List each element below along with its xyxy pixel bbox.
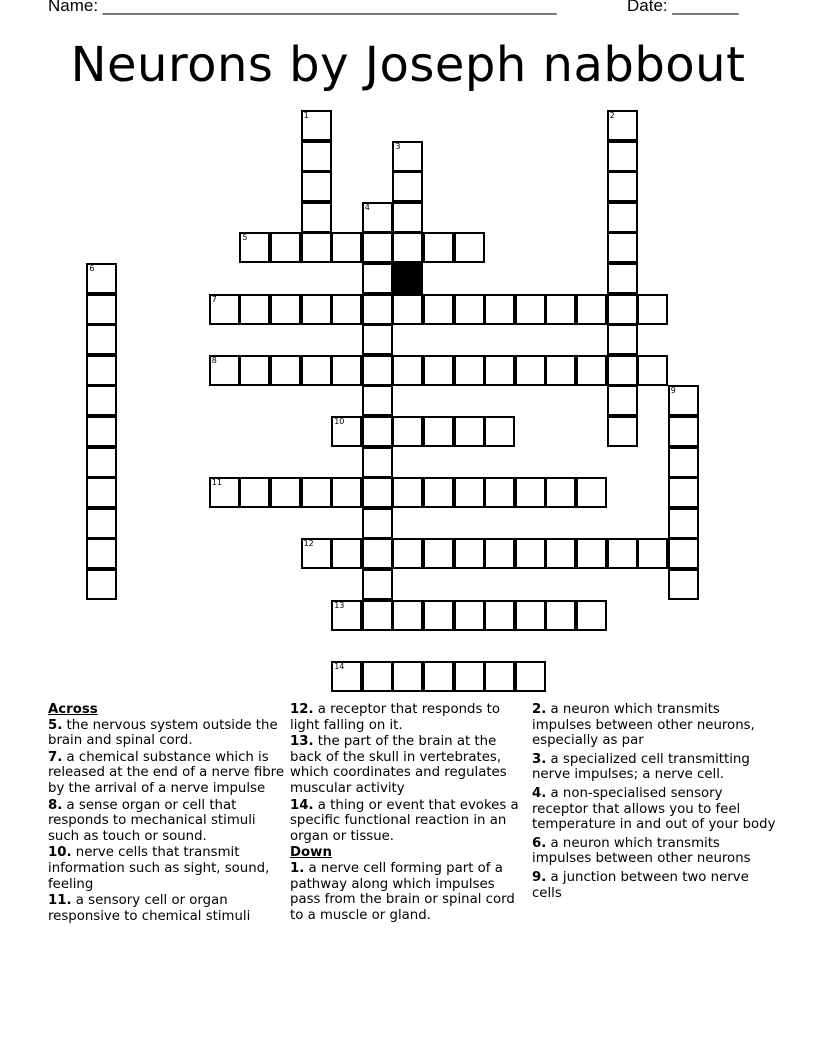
grid-cell[interactable] <box>331 232 362 263</box>
grid-cell[interactable] <box>423 538 454 569</box>
grid-cell[interactable] <box>607 110 638 141</box>
grid-cell[interactable] <box>545 355 576 386</box>
grid-cell[interactable] <box>362 202 393 233</box>
grid-cell[interactable] <box>301 141 332 172</box>
grid-cell[interactable] <box>545 477 576 508</box>
grid-cell[interactable] <box>607 385 638 416</box>
grid-cell[interactable] <box>545 538 576 569</box>
clue-down-6: 6. a neuron which transmits impulses between other neurons <box>532 835 751 867</box>
grid-cell[interactable] <box>484 416 515 447</box>
grid-cell[interactable] <box>301 110 332 141</box>
grid-cell[interactable] <box>668 385 699 416</box>
grid-cell[interactable] <box>423 661 454 692</box>
clue-number: 13 <box>334 600 345 610</box>
grid-cell[interactable] <box>331 416 362 447</box>
grid-cell[interactable] <box>86 385 117 416</box>
clues-section <box>48 702 778 962</box>
grid-cell[interactable] <box>239 232 270 263</box>
clue-number: 7 <box>211 294 217 304</box>
grid-cell[interactable] <box>362 508 393 539</box>
grid-cell[interactable] <box>576 538 607 569</box>
grid-cell[interactable] <box>607 294 638 325</box>
grid-cell[interactable] <box>484 600 515 631</box>
grid-cell[interactable] <box>362 447 393 478</box>
grid-cell[interactable] <box>484 294 515 325</box>
grid-cell[interactable] <box>362 263 393 294</box>
grid-cell[interactable] <box>392 538 423 569</box>
grid-cell[interactable] <box>607 355 638 386</box>
grid-cell[interactable] <box>362 569 393 600</box>
grid-cell[interactable] <box>392 600 423 631</box>
clue-number: 5 <box>242 233 248 243</box>
grid-cell[interactable] <box>270 355 301 386</box>
grid-cell[interactable] <box>331 538 362 569</box>
clue-across-10: 10. nerve cells that transmit information such as sight, sound, feeling <box>48 845 270 892</box>
grid-cell[interactable] <box>239 477 270 508</box>
grid-cell[interactable] <box>668 416 699 447</box>
grid-cell[interactable] <box>270 477 301 508</box>
clue-number: 9 <box>670 386 676 396</box>
grid-cell[interactable] <box>86 477 117 508</box>
grid-cell[interactable] <box>301 477 332 508</box>
grid-cell[interactable] <box>607 141 638 172</box>
grid-cell[interactable] <box>392 294 423 325</box>
grid-cell[interactable] <box>607 202 638 233</box>
grid-cell[interactable] <box>576 600 607 631</box>
date-line: Date: _______ <box>627 0 739 15</box>
grid-cell[interactable] <box>576 477 607 508</box>
grid-cell[interactable] <box>362 477 393 508</box>
clues-column-1 <box>48 702 286 925</box>
grid-cell[interactable] <box>545 600 576 631</box>
grid-cell[interactable] <box>209 355 240 386</box>
grid-cell[interactable] <box>362 355 393 386</box>
grid-cell[interactable] <box>362 538 393 569</box>
grid-cell[interactable] <box>86 538 117 569</box>
grid-cell[interactable] <box>668 477 699 508</box>
grid-cell[interactable] <box>484 661 515 692</box>
grid-cell[interactable] <box>607 263 638 294</box>
clue-down-9: 9. a junction between two nerve cells <box>532 869 749 901</box>
grid-cell[interactable] <box>301 171 332 202</box>
grid-cell[interactable] <box>362 385 393 416</box>
grid-cell[interactable] <box>668 569 699 600</box>
clues-column-3 <box>532 702 778 904</box>
grid-cell[interactable] <box>86 263 117 294</box>
clue-number: 11 <box>211 478 222 488</box>
grid-cell[interactable] <box>392 661 423 692</box>
clue-number: 4 <box>364 202 370 212</box>
clue-across-5: 5. the nervous system outside the brain and spinal cord. <box>48 717 278 749</box>
grid-cell[interactable] <box>239 355 270 386</box>
page-title: Neurons by Joseph nabbout <box>70 37 746 93</box>
clues-column-2 <box>290 702 528 924</box>
grid-cell[interactable] <box>301 232 332 263</box>
grid-cell[interactable] <box>392 232 423 263</box>
grid-cell[interactable] <box>392 355 423 386</box>
grid-cell[interactable] <box>454 600 485 631</box>
grid-cell[interactable] <box>239 294 270 325</box>
grid-cell[interactable] <box>515 538 546 569</box>
grid-cell[interactable] <box>423 416 454 447</box>
grid-cell[interactable] <box>301 538 332 569</box>
down-heading: Down <box>290 845 332 861</box>
clue-across-14: 14. a thing or event that evokes a specific functional reaction in an organ or tissue. <box>290 797 519 844</box>
name-line: Name: ________________________________________________ <box>48 0 557 15</box>
grid-cell[interactable] <box>270 294 301 325</box>
grid-cell[interactable] <box>86 416 117 447</box>
grid-cell[interactable] <box>637 355 668 386</box>
grid-cell[interactable] <box>484 538 515 569</box>
grid-cell[interactable] <box>423 294 454 325</box>
grid-cell[interactable] <box>423 477 454 508</box>
grid-cell[interactable] <box>454 661 485 692</box>
clue-number: 14 <box>334 661 345 671</box>
grid-cell[interactable] <box>331 294 362 325</box>
grid-cell[interactable] <box>515 661 546 692</box>
clue-down-1: 1. a nerve cell forming part of a pathway along which impulses pass from the brain or spinal cord to a muscle or gland. <box>290 860 515 923</box>
grid-cell[interactable] <box>362 294 393 325</box>
grid-cell[interactable] <box>668 447 699 478</box>
clue-across-12: 12. a receptor that responds to light falling on it. <box>290 702 500 733</box>
grid-cell[interactable] <box>331 661 362 692</box>
clue-down-3: 3. a specialized cell transmitting nerve impulses; a nerve cell. <box>532 751 750 783</box>
grid-cell[interactable] <box>301 202 332 233</box>
grid-cell[interactable] <box>484 477 515 508</box>
clue-across-7: 7. a chemical substance which is released at the end of a nerve fibre by the arrival of a nerve impulse <box>48 749 285 796</box>
grid-cell[interactable] <box>86 508 117 539</box>
clue-number: 12 <box>303 539 314 549</box>
grid-cell[interactable] <box>331 477 362 508</box>
grid-cell[interactable] <box>301 294 332 325</box>
grid-cell[interactable] <box>607 232 638 263</box>
clue-number: 8 <box>211 355 217 365</box>
grid-cell[interactable] <box>454 294 485 325</box>
grid-cell[interactable] <box>392 141 423 172</box>
grid-cell[interactable] <box>362 324 393 355</box>
clue-across-11: 11. a sensory cell or organ responsive to chemical stimuli <box>48 893 251 924</box>
clue-number: 10 <box>334 417 345 426</box>
grid-cell[interactable] <box>423 232 454 263</box>
grid-cell[interactable] <box>454 232 485 263</box>
grid-cell[interactable] <box>607 324 638 355</box>
grid-cell[interactable] <box>454 355 485 386</box>
grid-cell[interactable] <box>576 294 607 325</box>
grid-cell[interactable] <box>301 355 332 386</box>
clue-across-13: 13. the part of the brain at the back of the skull in vertebrates, which coordinates and regulates muscular activity <box>290 734 507 796</box>
clue-down-4: 4. a non-specialised sensory receptor that allows you to feel temperature in and out of your body <box>532 785 776 833</box>
clue-number: 2 <box>609 111 615 120</box>
clue-down-2: 2. a neuron which transmits impulses between other neurons, especially as par <box>532 702 755 749</box>
grid-cell[interactable] <box>392 202 423 233</box>
grid-cell[interactable] <box>668 538 699 569</box>
grid-cell[interactable] <box>515 477 546 508</box>
clue-number: 3 <box>395 141 401 151</box>
grid-cell[interactable] <box>607 171 638 202</box>
grid-cell[interactable] <box>607 416 638 447</box>
grid-cell[interactable] <box>392 171 423 202</box>
across-heading: Across <box>48 702 98 717</box>
clue-number: 6 <box>89 264 95 273</box>
grid-cell[interactable] <box>637 294 668 325</box>
grid-cell[interactable] <box>86 355 117 386</box>
grid-cell[interactable] <box>454 538 485 569</box>
clue-number: 1 <box>303 111 309 120</box>
grid-cell[interactable] <box>515 600 546 631</box>
grid-cell[interactable] <box>362 661 393 692</box>
grid-cell[interactable] <box>392 477 423 508</box>
grid-cell[interactable] <box>637 538 668 569</box>
grid-cell-black <box>392 263 423 294</box>
grid-cell[interactable] <box>515 355 546 386</box>
grid-cell[interactable] <box>423 600 454 631</box>
grid-cell[interactable] <box>270 232 301 263</box>
grid-cell[interactable] <box>362 232 393 263</box>
grid-cell[interactable] <box>86 294 117 325</box>
grid-cell[interactable] <box>576 355 607 386</box>
grid-cell[interactable] <box>331 600 362 631</box>
grid-cell[interactable] <box>362 600 393 631</box>
grid-cell[interactable] <box>545 294 576 325</box>
grid-cell[interactable] <box>86 569 117 600</box>
grid-cell[interactable] <box>607 538 638 569</box>
grid-cell[interactable] <box>454 416 485 447</box>
grid-cell[interactable] <box>86 324 117 355</box>
clue-across-8: 8. a sense organ or cell that responds to mechanical stimuli such as touch or sound. <box>48 797 256 844</box>
grid-cell[interactable] <box>392 416 423 447</box>
grid-cell[interactable] <box>454 477 485 508</box>
grid-cell[interactable] <box>86 447 117 478</box>
grid-cell[interactable] <box>209 477 240 508</box>
grid-cell[interactable] <box>515 294 546 325</box>
grid-cell[interactable] <box>362 416 393 447</box>
grid-cell[interactable] <box>423 355 454 386</box>
grid-cell[interactable] <box>331 355 362 386</box>
grid-cell[interactable] <box>668 508 699 539</box>
grid-cell[interactable] <box>209 294 240 325</box>
grid-cell[interactable] <box>484 355 515 386</box>
